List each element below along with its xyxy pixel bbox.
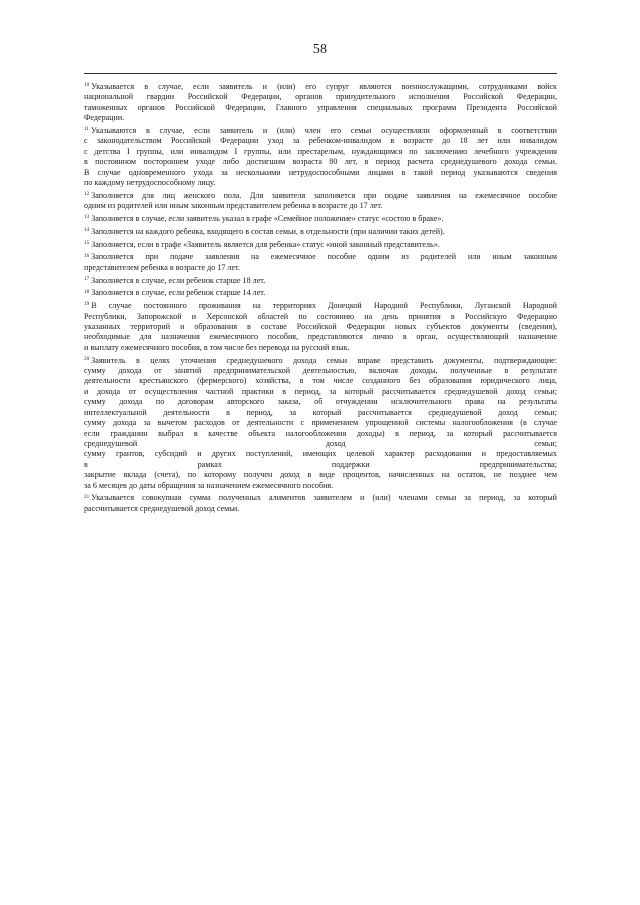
footnote-14: [84, 227, 557, 237]
footnote-line: [84, 343, 557, 353]
footnote-line: [84, 252, 557, 262]
footnote-line: [84, 397, 557, 407]
footnote-line: [84, 157, 557, 167]
footnote-line: [84, 470, 557, 480]
footnote-text: за 6 месяцев до даты обращения за назначением ежемесячного пособия.: [84, 480, 334, 490]
footnote-text: представителем ребенка в возрасте до 17 лет.: [84, 262, 240, 272]
footnote-line: [84, 322, 557, 332]
footnote-line: [84, 288, 557, 298]
footnote-10: [84, 82, 557, 124]
footnote-line: [84, 301, 557, 311]
footnote-line: [84, 504, 557, 514]
footnote-line: [84, 408, 557, 418]
footnote-text: и дохода от осуществления частной практики в период, за который рассчитывается среднедушевой доход семьи;: [84, 386, 557, 396]
footnote-text: Заполняется в случае, если заявитель указал в графе «Семейное положение» статус «состою в браке».: [91, 214, 444, 224]
footnote-text: в рамках поддержки предпринимательства;: [84, 459, 557, 469]
footnote-text: в постоянном постороннем уходе либо достигшим возраста 80 лет, в период расчета среднедушевого дохода семьи.: [84, 157, 557, 167]
footnote-12: [84, 191, 557, 212]
footnote-line: [84, 113, 557, 123]
footnote-line: [84, 263, 557, 273]
footnote-text: В случае постоянного проживания на территориях Донецкой Народной Республики, Луганской Народной: [91, 301, 557, 311]
footnote-text: сумму дохода по договорам авторского заказа, об отчуждении исключительного права на результаты: [84, 397, 557, 407]
footnote-text: Заполняется при подаче заявления на ежемесячное пособие одним из родителей или иным законным: [91, 252, 557, 262]
footnote-text: сумму грантов, субсидий и других поступлений, имеющих целевой характер расходования и предоставляемых: [84, 449, 557, 459]
footnote-line: [84, 214, 557, 224]
footnote-line: [84, 103, 557, 113]
footnote-number: 18: [84, 288, 90, 295]
footnote-text: Заполняется на каждого ребенка, входящего в состав семьи, в отдельности (при наличии таких детей).: [91, 226, 445, 236]
footnote-line: [84, 366, 557, 376]
footnote-text: Указывается в случае, если заявитель и (или) его супруг являются военнослужащими, сотрудниками войск: [91, 82, 557, 91]
footnote-line: [84, 126, 557, 136]
footnote-number: 19: [84, 301, 90, 308]
footnote-text: с законодательством Российской Федерации уход за ребенком-инвалидом в возрасте до 18 лет или инвалидом: [84, 136, 557, 146]
footnote-line: [84, 418, 557, 428]
footnote-text: интеллектуальной деятельности в период, за который рассчитывается среднедушевой доход семьи;: [84, 407, 557, 417]
footnote-text: таможенных органов Российской Федерации, Главного управления специальных программ Президента Российской: [84, 102, 557, 112]
footnote-line: [84, 147, 557, 157]
footnote-number: 12: [84, 191, 90, 198]
footnote-16: [84, 252, 557, 273]
footnote-number: 16: [84, 252, 90, 259]
footnote-line: [84, 201, 557, 211]
footnote-19: [84, 301, 557, 353]
footnote-line: [84, 332, 557, 342]
footnote-text: Заявитель в целях уточнения среднедушевого дохода семьи вправе представить документы, подтверждающие:: [91, 355, 557, 365]
footnote-line: [84, 387, 557, 397]
footnote-line: [84, 82, 557, 92]
footnote-text: сумму дохода от занятий предпринимательской деятельностью, включая доходы, полученные в результате: [84, 366, 557, 376]
footnote-text: Федерации.: [84, 113, 125, 123]
footnote-line: [84, 168, 557, 178]
footnote-text: указанных территорий и образования в составе Российской Федерации новых субъектов документы (сведения),: [84, 322, 557, 332]
footnote-number: 21: [84, 493, 90, 500]
footnote-text: Республики, Запорожской и Херсонской областей по состоянию на день принятия в Российскую Федерацию: [84, 311, 557, 321]
footnote-line: [84, 481, 557, 491]
footnote-number: 13: [84, 214, 90, 221]
footnote-21: [84, 493, 557, 514]
footnote-number: 17: [84, 275, 90, 282]
footnote-20: [84, 356, 557, 491]
footnote-line: [84, 429, 557, 439]
footnote-line: [84, 136, 557, 146]
footnote-text: Заполняется в случае, если ребенок старше 14 лет.: [91, 288, 266, 298]
footnote-18: [84, 288, 557, 298]
footnote-text: рассчитывается среднедушевой доход семьи.: [84, 503, 240, 513]
footnote-line: [84, 376, 557, 386]
footnote-line: [84, 312, 557, 322]
footnote-line: [84, 449, 557, 459]
footnote-line: [84, 227, 557, 237]
footnote-separator: [84, 73, 557, 74]
footnote-number: 20: [84, 355, 90, 362]
footnote-line: [84, 178, 557, 188]
footnote-text: среднедушевой доход семьи;: [84, 438, 557, 448]
footnote-text: деятельности крестьянского (фермерского) хозяйства, в том числе созданного без образования юридического лица,: [84, 376, 557, 386]
footnote-17: [84, 276, 557, 286]
footnote-line: [84, 276, 557, 286]
footnote-text: Заполняется в случае, если ребенок старше 18 лет.: [91, 275, 266, 285]
footnote-line: [84, 493, 557, 503]
footnote-text: необходимые для назначения ежемесячного пособия, представляются лично в орган, осуществляющий назначение: [84, 332, 557, 342]
footnote-line: [84, 240, 557, 250]
footnote-number: 15: [84, 239, 90, 246]
footnote-line: [84, 439, 557, 449]
footnote-text: и выплату ежемесячного пособия, в том числе без перевода на русский язык.: [84, 342, 350, 352]
page-number: 58: [312, 42, 328, 57]
footnote-line: [84, 460, 557, 470]
footnote-number: 10: [84, 82, 90, 89]
footnote-line: [84, 356, 557, 366]
footnote-number: 14: [84, 227, 90, 234]
footnote-15: [84, 240, 557, 250]
footnote-text: если гражданин выбрал в качестве объекта налогообложения доходы) в период, за который рассчитывается: [84, 428, 557, 438]
footnote-text: Заполняется для лиц женского пола. Для заявителя заполняется при подаче заявления на ежемесячное пособие: [91, 190, 557, 200]
footnote-text: закрытие вклада (счета), по которому получен доход в виде процентов, начисленных на остаток, не позднее чем: [84, 470, 557, 480]
footnote-13: [84, 214, 557, 224]
footnote-text: Указываются в случае, если заявитель и (или) член его семьи осуществляли оформленный в соответствии: [91, 126, 557, 136]
footnote-line: [84, 92, 557, 102]
footnote-11: [84, 126, 557, 188]
footnotes-section: [84, 82, 557, 517]
footnote-text: Указывается совокупная сумма полученных алиментов заявителем и (или) членами семьи за период, за который: [91, 493, 557, 503]
footnote-number: 11: [84, 126, 89, 133]
footnote-line: [84, 191, 557, 201]
footnote-text: по каждому нетрудоспособному лицу.: [84, 178, 216, 188]
footnote-text: национальной гвардии Российской Федерации, органов принудительного исполнения Российской Федерации,: [84, 92, 557, 102]
footnote-text: сумму дохода за вычетом расходов от деятельности с применением упрощенной системы налогообложения (в случае: [84, 418, 557, 428]
footnote-text: с детства I группы, или инвалидом I группы, или престарелым, нуждающимся по заключению лечебного учреждения: [84, 146, 557, 156]
footnote-text: одним из родителей или иным законным представителем ребенка в возрасте до 17 лет.: [84, 201, 383, 211]
footnote-text: Заполняется, если в графе «Заявитель является для ребенка» статус «иной законный представитель».: [91, 239, 440, 249]
footnote-text: В случае одновременного ухода за несколькими нетрудоспособными лицами в такой период указываются сведения: [84, 167, 557, 177]
